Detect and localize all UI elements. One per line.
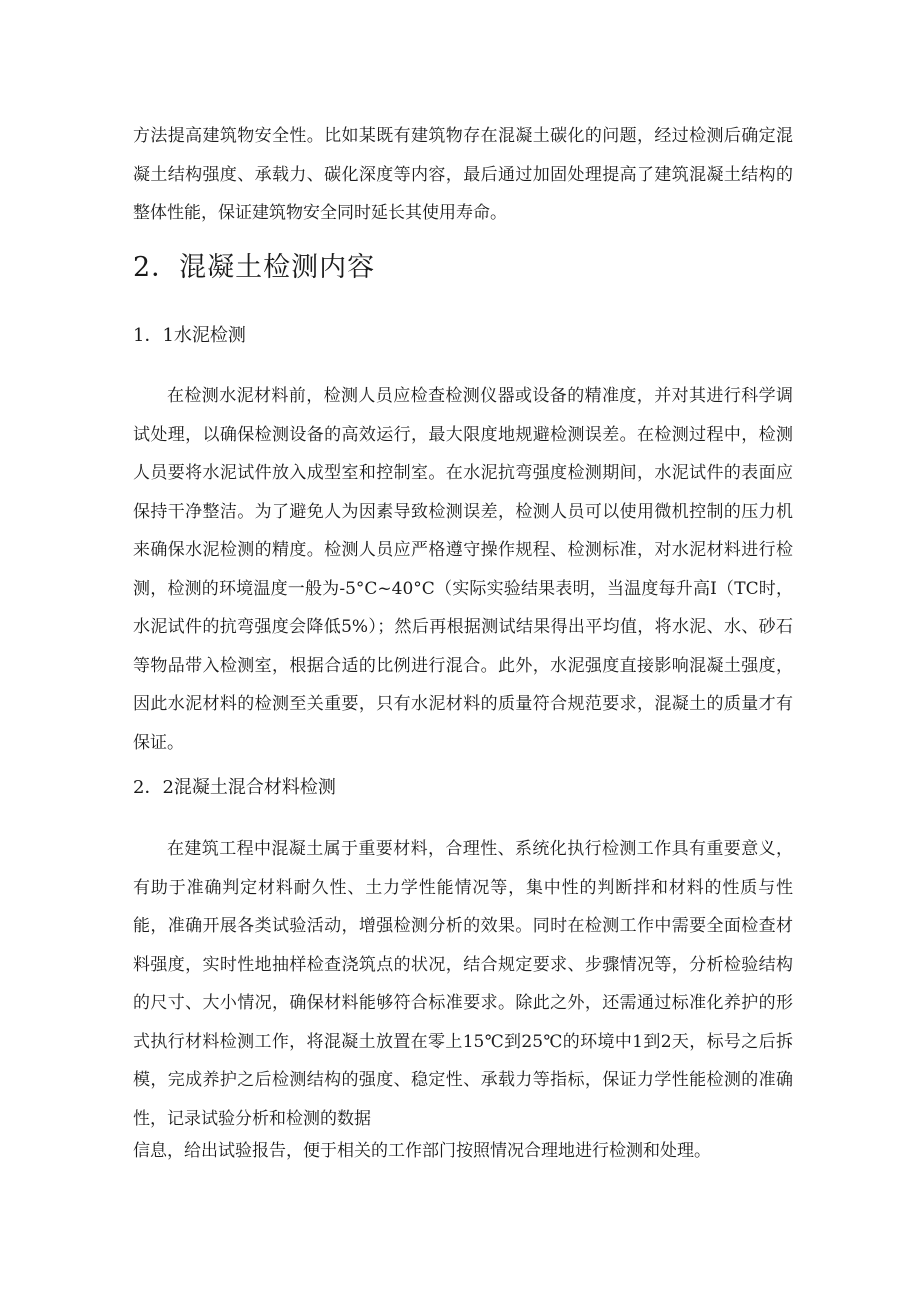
section-heading: 2．混凝土检测内容 [133,252,376,283]
mix-paragraph: 在建筑工程中混凝土属于重要材料，合理性、系统化执行检测工作具有重要意义，有助于准确判定材料耐久性、土力学性能情况等，集中性的判断拌和材料的性质与性能，准确开展各类试验活动，增强检测分析的效果。同时在检测工作中需要全面检查材料强度，实时性地抽样检查浇筑点的状况，结合规定要求、步骤情况等，分析检验结构的尺寸、大小情况，确保材料能够符合标准要求。除此之外，还需通过标准化养护的形式执行材料检测工作，将混凝土放置在零上15℃到25℃的环境中1到2天，标号之后拆模，完成养护之后检测结构的强度、稳定性、承载力等指标，保证力学性能检测的准确性，记录试验分析和检测的数据 [133,839,793,1129]
subsection-heading-mix: 2．2混凝土混合材料检测 [133,777,336,798]
intro-paragraph: 方法提高建筑物安全性。比如某既有建筑物存在混凝土碳化的问题，经过检测后确定混凝土结构强度、承载力、碳化深度等内容，最后通过加固处理提高了建筑混凝土结构的整体性能，保证建筑物安全同时延长其使用寿命。 [133,126,793,223]
mix-paragraph-continuation: 信息，给出试验报告，便于相关的工作部门按照情况合理地进行检测和处理。 [133,1141,711,1161]
cement-paragraph: 在检测水泥材料前，检测人员应检查检测仪器或设备的精准度，并对其进行科学调试处理，以确保检测设备的高效运行，最大限度地规避检测误差。在检测过程中，检测人员要将水泥试件放入成型室和控制室。在水泥抗弯强度检测期间，水泥试件的表面应保持干净整洁。为了避免人为因素导致检测误差，检测人员可以使用微机控制的压力机来确保水泥检测的精度。检测人员应严格遵守操作规程、检测标准，对水泥材料进行检测，检测的环境温度一般为-5°C~40°C（实际实验结果表明，当温度每升高I（TC时，水泥试件的抗弯强度会降低5%）；然后再根据测试结果得出平均值，将水泥、水、砂石等物品带入检测室，根据合适的比例进行混合。此外，水泥强度直接影响混凝土强度，因此水泥材料的检测至关重要，只有水泥材料的质量符合规范要求，混凝土的质量才有保证。 [133,386,793,753]
subsection-heading-cement: 1．1水泥检测 [133,325,246,346]
